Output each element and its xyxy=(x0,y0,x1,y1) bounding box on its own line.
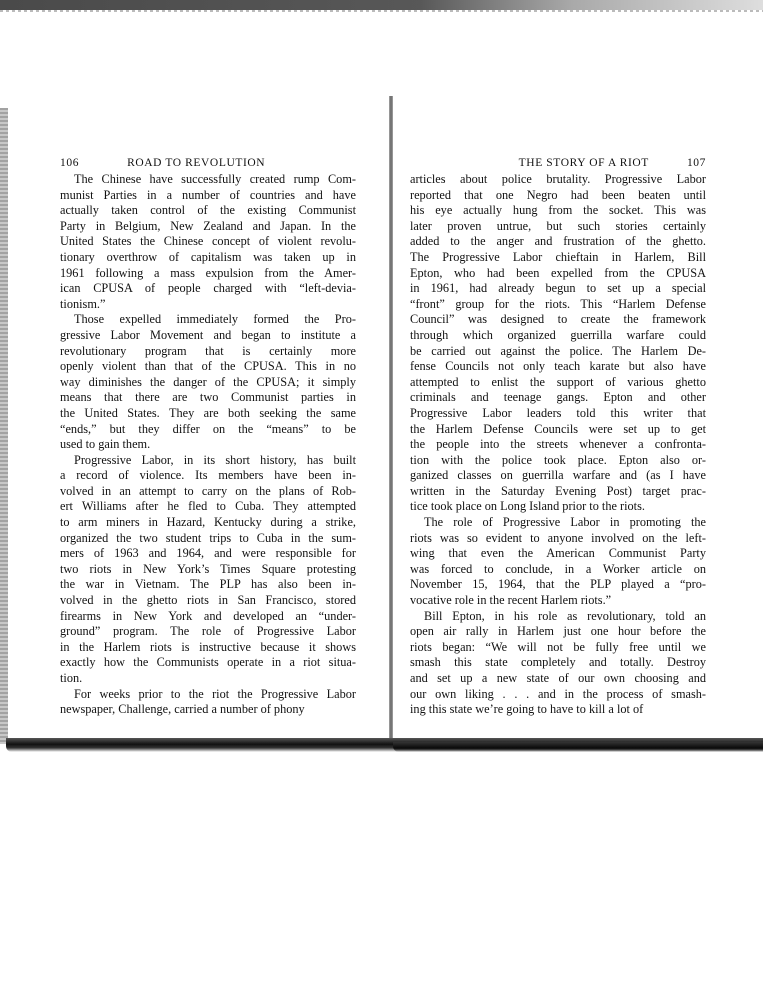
text-line: November 15, 1964, that the PLP played a “pro- xyxy=(410,577,706,592)
text-line: United States the Chinese concept of violent revolu- xyxy=(60,234,356,249)
right-page-body xyxy=(410,172,706,718)
right-running-head xyxy=(410,156,706,172)
text-line: ground” program. The role of Progressive Labor xyxy=(60,624,356,639)
text-line: firearms in New York and developed an “under- xyxy=(60,608,356,623)
text-line: be carried out against the police. The Harlem De- xyxy=(410,343,706,358)
text-line: Those expelled immediately formed the Pro- xyxy=(74,312,356,327)
text-line: the people into the streets whenever a confronta- xyxy=(410,437,706,452)
text-line: fense Councils not only teach karate but also have xyxy=(410,359,706,374)
text-line: mers of 1963 and 1964, and were responsible for xyxy=(60,546,356,561)
text-line: the war in Vietnam. The PLP has also been in- xyxy=(60,577,356,592)
running-head-title: THE STORY OF A RIOT xyxy=(518,157,649,169)
text-line: the Harlem Defense Councils were set up to get xyxy=(410,421,706,436)
text-line: used to gain them. xyxy=(60,437,151,452)
text-line: openly violent than that of the CPUSA. This in no xyxy=(60,359,356,374)
running-head-title: ROAD TO REVOLUTION xyxy=(127,157,266,169)
text-line: means that there are two Communist parties in xyxy=(60,390,356,405)
text-line: volved in an attempt to carry on the plans of Rob- xyxy=(60,483,356,498)
text-line: was forced to conclude, in a Worker article on xyxy=(410,561,706,576)
text-line: ganized classes on guerrilla warfare and (as I have xyxy=(410,468,706,483)
right-page xyxy=(410,156,706,718)
text-line: For weeks prior to the riot the Progressive Labor xyxy=(74,686,356,701)
scan-top-noise xyxy=(0,10,763,12)
text-line: tionism.” xyxy=(60,296,106,311)
text-line: ing this state we’re going to have to kill a lot of xyxy=(410,702,644,717)
text-line: Party in Belgium, New Zealand and Japan. In the xyxy=(60,218,356,233)
text-line: open air rally in Harlem just one hour before the xyxy=(410,624,706,639)
text-line: ert Williams after he fled to Cuba. They attempted xyxy=(60,499,356,514)
text-line: volved in the ghetto riots in San Francisco, stored xyxy=(60,593,356,608)
text-line: later proven untrue, but such stories certainly xyxy=(410,218,706,233)
text-line: through which organized guerrilla warfare could xyxy=(410,327,706,342)
text-line: riots began: “We will not be fully free until we xyxy=(410,639,706,654)
text-line: smash this state completely and totally. Destroy xyxy=(410,655,706,670)
text-line: written in the Saturday Evening Post) target prac- xyxy=(410,483,706,498)
scan-top-shadow xyxy=(0,0,763,10)
text-line: tion with the police took place. Epton also or- xyxy=(410,452,706,467)
text-line: our own liking . . . and in the process of smash- xyxy=(410,686,706,701)
text-line: tion. xyxy=(60,671,83,685)
left-page xyxy=(60,156,356,718)
text-line: in 1961, had already begun to set up a special xyxy=(410,281,706,296)
text-line: Progressive Labor, in its short history, has built xyxy=(74,452,356,467)
text-line: exactly how the Communists operate in a riot situa- xyxy=(60,655,356,670)
left-running-head xyxy=(60,156,356,172)
text-line: two riots in New York’s Times Square protesting xyxy=(60,561,356,576)
text-line: Epton, who had been expelled from the CPUSA xyxy=(410,265,706,280)
text-line: vocative role in the recent Harlem riots.” xyxy=(410,593,612,608)
text-line: articles about police brutality. Progressive Labor xyxy=(410,172,706,186)
text-line: riots was so evident to anyone involved on the left- xyxy=(410,530,706,545)
text-line: actually taken control of the existing Communist xyxy=(60,203,356,218)
text-line: The role of Progressive Labor in promoting the xyxy=(424,515,706,530)
text-line: newspaper, Challenge, carried a number of phony xyxy=(60,702,305,717)
text-line: reported that one Negro had been beaten until xyxy=(410,187,706,202)
text-line: Council” was designed to create the framework xyxy=(410,312,706,327)
text-line: gressive Labor Movement and began to institute a xyxy=(60,327,356,342)
text-line: ican CPUSA of people charged with “left-devia- xyxy=(60,281,356,296)
text-line: in the Harlem riots is instructive because it shows xyxy=(60,639,356,654)
text-line: attempted to enlist the support of various ghetto xyxy=(410,374,706,389)
book-spine-gutter xyxy=(389,96,393,748)
text-line: added to the anger and frustration of the ghetto. xyxy=(410,234,706,249)
text-line: the United States. They are both seeking the same xyxy=(60,405,356,420)
text-line: The Chinese have successfully created rump Com- xyxy=(74,172,356,186)
text-line: criminals and teenage gangs. Epton and other xyxy=(410,390,706,405)
text-line: Progressive Labor leaders told this writer that xyxy=(410,405,706,420)
text-line: organized the two student trips to Cuba in the sum- xyxy=(60,530,356,545)
text-line: The Progressive Labor chieftain in Harlem, Bill xyxy=(410,249,706,264)
text-line: revolutionary program that is certainly more xyxy=(60,343,356,358)
text-line: “front” group for the riots. This “Harlem Defense xyxy=(410,296,706,311)
text-line: and set up a new state of our own choosing and xyxy=(410,671,706,685)
left-page-body xyxy=(60,172,356,718)
text-line: to arm miners in Hazard, Kentucky during a strike, xyxy=(60,515,356,530)
text-line: tionary overthrow of capitalism was taken up in xyxy=(60,249,356,264)
text-line: way diminishes the danger of the CPUSA; it simply xyxy=(60,374,356,389)
text-line: munist Parties in a number of countries and have xyxy=(60,187,356,202)
text-line: “ends,” but they differ on the “means” to be xyxy=(60,421,356,436)
text-line: Bill Epton, in his role as revolutionary, told an xyxy=(424,608,706,623)
text-line: a record of violence. Its members have been in- xyxy=(60,468,356,483)
bottom-page-shadow-right xyxy=(393,742,763,752)
text-line: his eye actually hung from the socket. This was xyxy=(410,203,706,218)
text-line: 1961 following a mass expulsion from the Amer- xyxy=(60,265,356,280)
page-number: 107 xyxy=(686,157,706,169)
page-number: 106 xyxy=(60,157,80,169)
text-line: wing that even the American Communist Party xyxy=(410,546,706,561)
text-line: tice took place on Long Island prior to the riots. xyxy=(410,499,645,514)
left-page-edge xyxy=(0,108,8,744)
